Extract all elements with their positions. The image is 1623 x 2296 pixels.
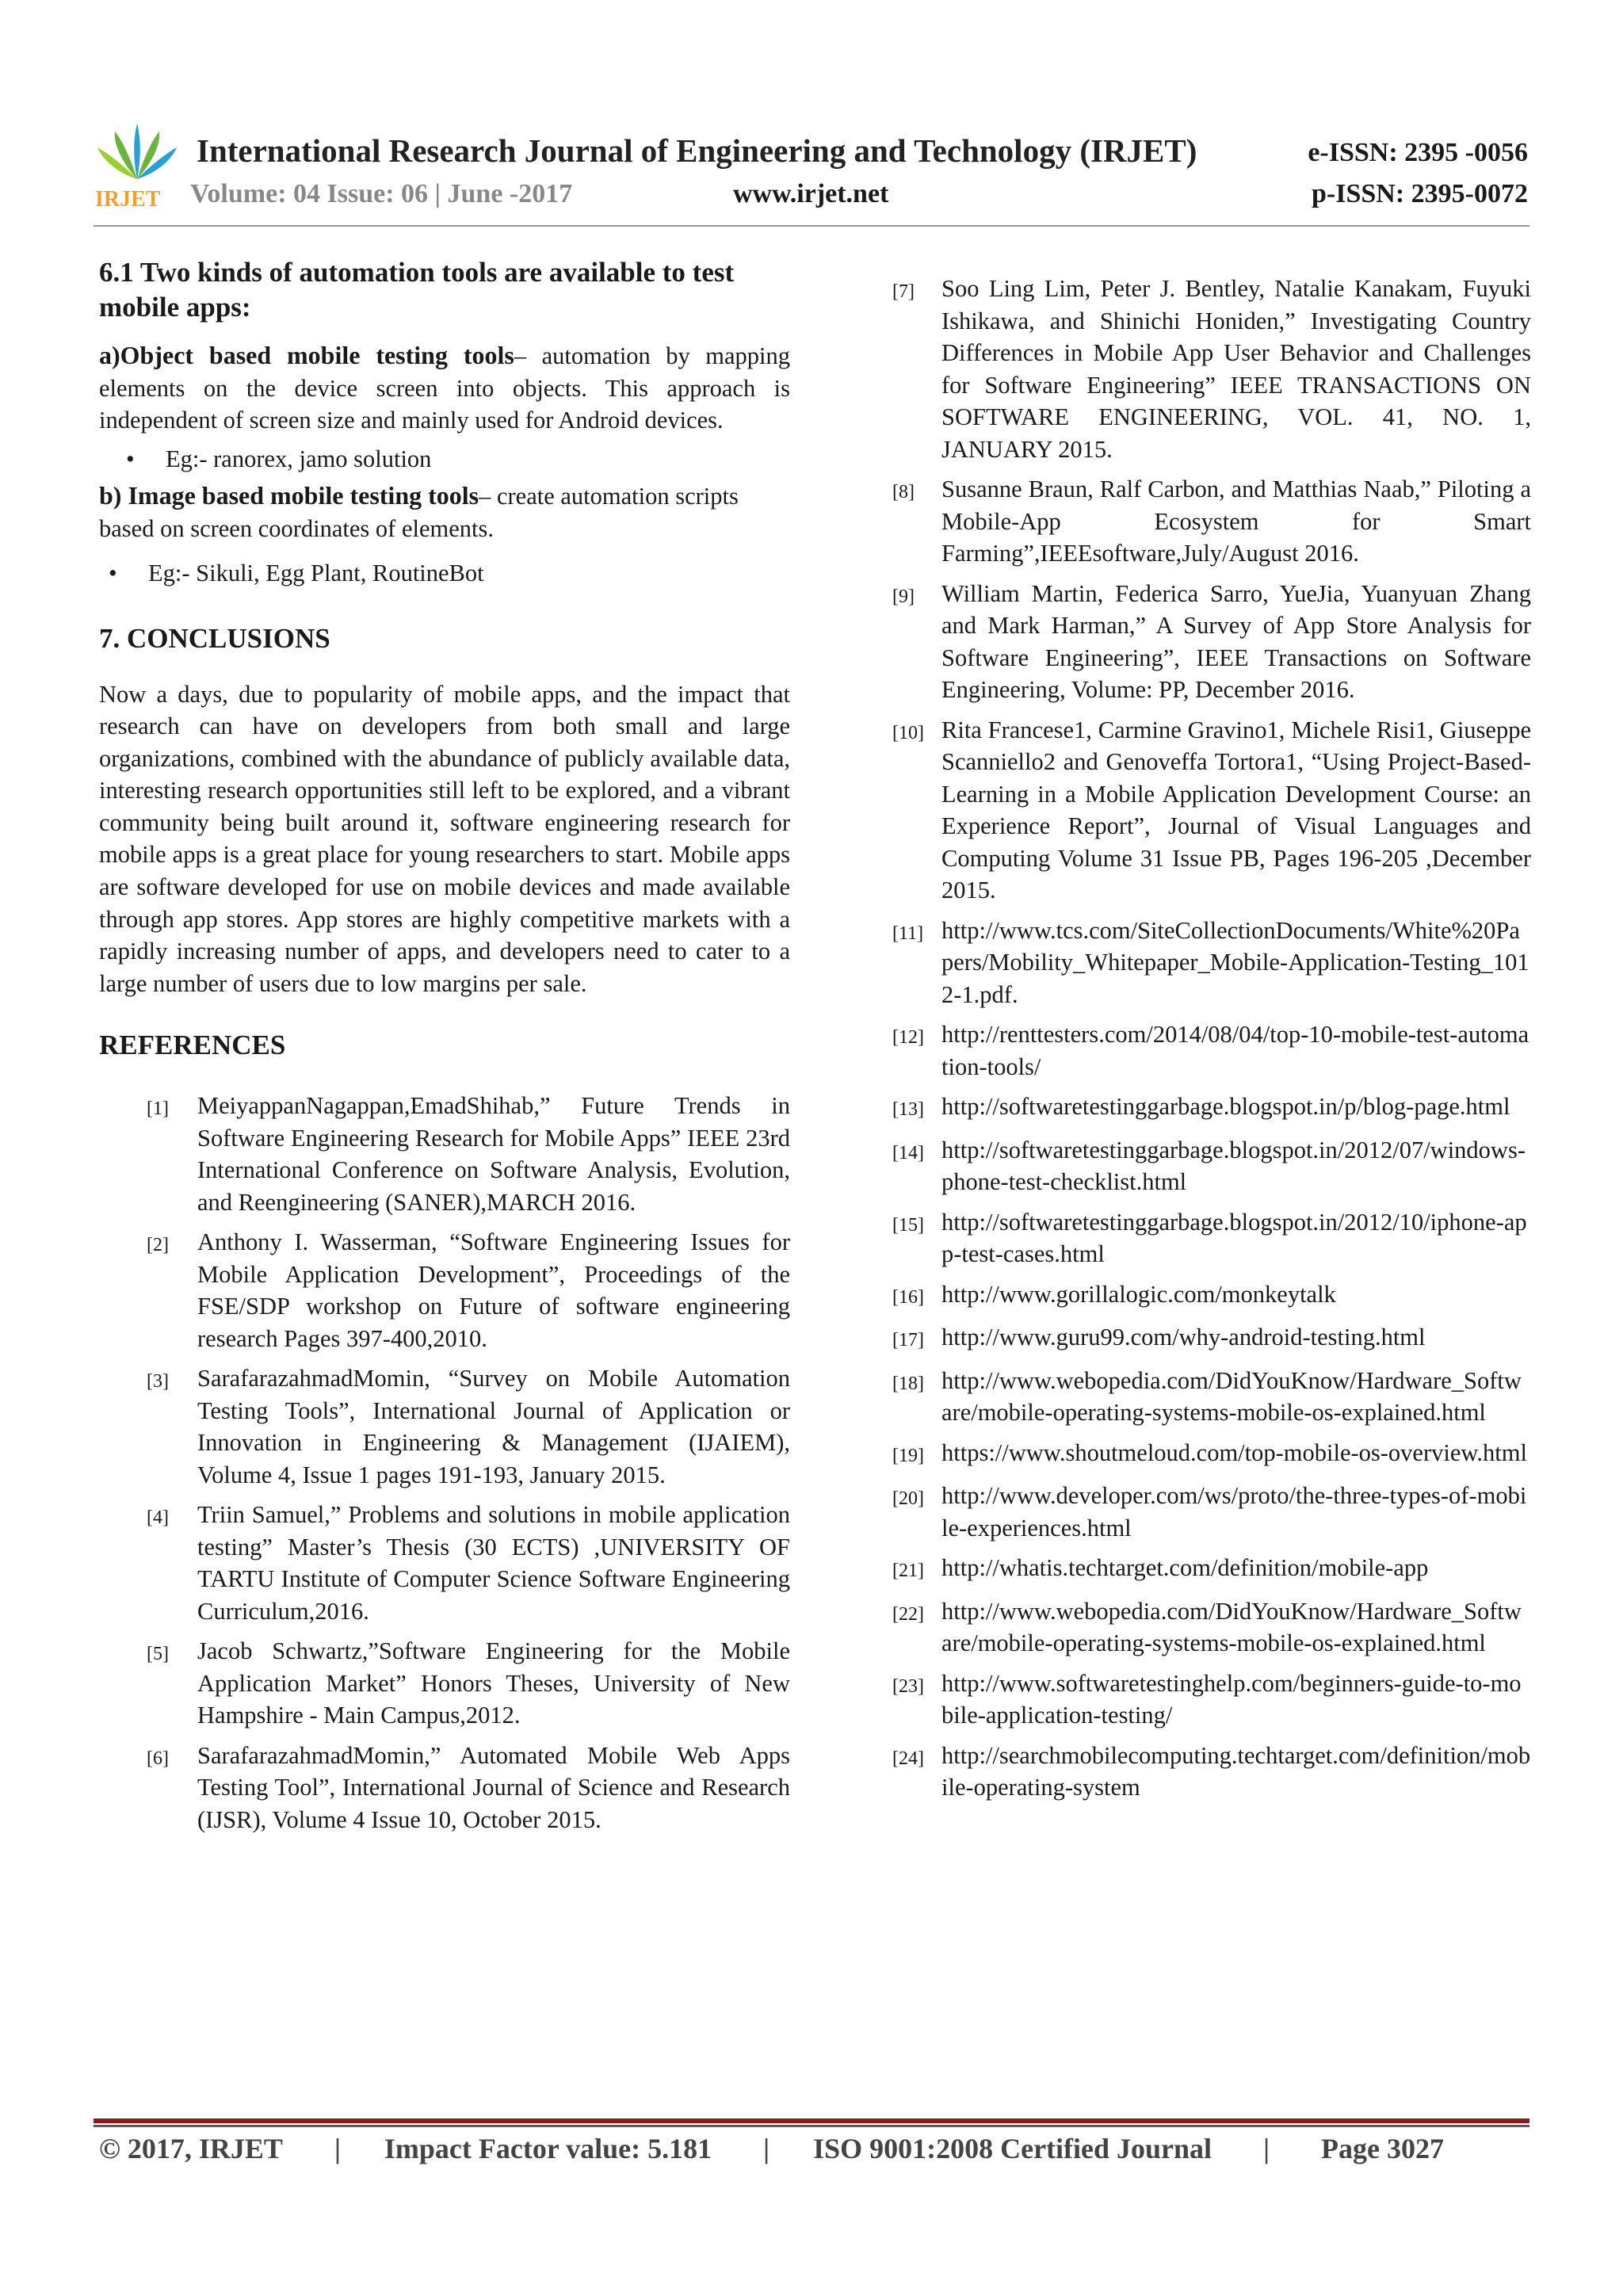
reference-number: [19]	[892, 1445, 924, 1466]
conclusions-body: Now a days, due to popularity of mobile apps, and the impact that research can have on developers from both small and large organizations, combined with the abundance of publicly available data, interesting research opportunities still left to be explored, and a vibrant community being built around it, software engineering research for mobile apps is a great place for young researchers to start. Mobile apps are software developed for use on mobile devices and made available through app stores. App stores are highly competitive markets with a rapidly increasing number of apps, and developers need to cater to a large number of users due to low margins per sale.	[99, 680, 790, 997]
reference-number: [24]	[892, 1748, 924, 1769]
section-6-1-heading: 6.1 Two kinds of automation tools are available to test mobile apps:	[99, 257, 735, 323]
reference-text: Anthony I. Wasserman, “Software Engineering Issues for Mobile Application Development”, Proceedings of the FSE/SDP workshop on Future of software engineering research Pages 397-400,2010.	[197, 1228, 790, 1352]
reference-url[interactable]: http://softwaretestinggarbage.blogspot.in/2012/10/iphone-app-test-cases.html	[941, 1208, 1527, 1267]
footer-impact-factor: Impact Factor value: 5.181	[384, 2133, 712, 2164]
e-issn: e-ISSN: 2395 -0056	[1308, 138, 1528, 167]
reference-text: Rita Francese1, Carmine Gravino1, Michele Risi1, Giuseppe Scanniello2 and Genoveffa Tortora1, “Using Project-Based-Learning in a Mobile Application Development Course: an Experience Report”, Journal of Visual Languages and Computing Volume 31 Issue PB, Pages 196-205 ,December 2015.	[941, 716, 1531, 904]
reference-item	[892, 273, 1531, 465]
reference-text: MeiyappanNagappan,EmadShihab,” Future Trends in Software Engineering Research for Mobile Apps” IEEE 23rd International Conference on Software Analysis, Evolution, and Reengineering (SANER),MARCH 2016.	[197, 1092, 790, 1216]
reference-text: Susanne Braun, Ralf Carbon, and Matthias Naab,” Piloting a Mobile-App Ecosystem for Smart Farming”,IEEEsoftware,July/August 2016.	[941, 476, 1531, 567]
right-reference-list	[892, 273, 1531, 1804]
reference-item[interactable]	[892, 1595, 1531, 1660]
footer-sep: |	[1263, 2133, 1270, 2164]
reference-url[interactable]: http://whatis.techtarget.com/definition/mobile-app	[941, 1554, 1429, 1581]
reference-url[interactable]: http://www.softwaretestinghelp.com/beginners-guide-to-mobile-application-testing/	[941, 1669, 1522, 1729]
reference-number: [16]	[892, 1286, 924, 1308]
footer-copyright: © 2017, IRJET	[99, 2133, 283, 2164]
reference-number: [7]	[892, 281, 915, 302]
image-based-label: b) Image based mobile testing tools	[99, 481, 479, 510]
page-footer	[99, 2132, 1533, 2165]
object-based-example-text: Eg:- ranorex, jamo solution	[166, 445, 432, 472]
footer-sep: |	[763, 2133, 770, 2164]
object-based-label: a)Object based mobile testing tools	[99, 341, 514, 369]
reference-text: Jacob Schwartz,”Software Engineering for the Mobile Application Market” Honors Theses, University of New Hampshire - Main Campus,2012.	[197, 1637, 790, 1729]
left-column	[99, 255, 790, 1843]
reference-number: [21]	[892, 1561, 924, 1581]
reference-item[interactable]	[892, 1740, 1531, 1804]
reference-number: [1]	[147, 1098, 169, 1120]
reference-url[interactable]: http://www.gorillalogic.com/monkeytalk	[941, 1280, 1336, 1308]
website-link[interactable]: www.irjet.net	[733, 179, 889, 208]
image-based-example-text: Eg:- Sikuli, Egg Plant, RoutineBot	[148, 560, 484, 586]
reference-number: [15]	[892, 1214, 924, 1236]
volume-issue: Volume: 04 Issue: 06 | June -2017	[190, 179, 573, 208]
reference-item[interactable]	[892, 1206, 1531, 1270]
reference-number: [11]	[892, 923, 924, 944]
reference-text: Triin Samuel,” Problems and solutions in mobile application testing” Master’s Thesis (30 ECTS) ,UNIVERSITY OF TARTU Institute of Computer Science Software Engineering Curriculum,2016.	[197, 1501, 790, 1625]
reference-item[interactable]	[892, 1134, 1531, 1198]
reference-url[interactable]: http://softwaretestinggarbage.blogspot.in/p/blog-page.html	[941, 1093, 1510, 1120]
reference-item[interactable]	[892, 915, 1531, 1011]
reference-number: [8]	[892, 482, 915, 502]
reference-url[interactable]: http://renttesters.com/2014/08/04/top-10-mobile-test-automation-tools/	[941, 1021, 1529, 1080]
reference-text: Soo Ling Lim, Peter J. Bentley, Natalie Kanakam, Fuyuki Ishikawa, and Shinichi Honiden,” Investigating Country Differences in Mobile App User Behavior and Challenges for Software Engineering” IEEE TRANSACTIONS ON SOFTWARE ENGINEERING, VOL. 41, NO. 1, JANUARY 2015.	[941, 275, 1531, 463]
reference-item	[892, 473, 1531, 570]
footer-page-number: Page 3027	[1321, 2133, 1444, 2164]
conclusions-heading: 7. CONCLUSIONS	[99, 622, 330, 654]
p-issn: p-ISSN: 2395-0072	[1312, 179, 1528, 208]
reference-item	[147, 1362, 790, 1491]
right-column	[892, 273, 1531, 1812]
reference-item[interactable]	[892, 1552, 1531, 1587]
object-based-example: • Eg:- ranorex, jamo solution	[126, 445, 432, 472]
reference-url[interactable]: http://www.tcs.com/SiteCollectionDocuments/White%20Papers/Mobility_Whitepaper_Mobile-Application-Testing_1012-1.pdf.	[941, 916, 1529, 1008]
object-based-paragraph	[99, 339, 790, 437]
footer-divider	[94, 2118, 1529, 2123]
footer-divider-thin	[94, 2125, 1529, 2127]
reference-number: [14]	[892, 1142, 924, 1163]
reference-number: [2]	[147, 1235, 169, 1256]
irjet-logo	[94, 117, 181, 211]
reference-number: [20]	[892, 1488, 924, 1509]
reference-url[interactable]: http://www.developer.com/ws/proto/the-three-types-of-mobile-experiences.html	[941, 1482, 1527, 1541]
reference-item	[147, 1090, 790, 1218]
reference-item[interactable]	[892, 1091, 1531, 1126]
references-heading: REFERENCES	[99, 1030, 286, 1061]
reference-url[interactable]: http://www.webopedia.com/DidYouKnow/Hardware_Software/mobile-operating-systems-mobile-os-explained.html	[941, 1366, 1522, 1426]
reference-number: [22]	[892, 1603, 924, 1625]
reference-text: William Martin, Federica Sarro, YueJia, Yuanyuan Zhang and Mark Harman,” A Survey of App Store Analysis for Software Engineering”, IEEE Transactions on Software Engineering, Volume: PP, December 2016.	[941, 579, 1531, 703]
reference-item[interactable]	[892, 1018, 1531, 1083]
reference-text: SarafarazahmadMomin,” Automated Mobile Web Apps Testing Tool”, International Journal of Science and Research (IJSR), Volume 4 Issue 10, October 2015.	[197, 1741, 790, 1833]
reference-number: [17]	[892, 1330, 924, 1350]
left-reference-list	[99, 1090, 790, 1836]
reference-number: [23]	[892, 1675, 924, 1697]
reference-number: [10]	[892, 722, 924, 743]
reference-number: [12]	[892, 1027, 924, 1048]
logo-text: IRJET	[95, 187, 161, 211]
reference-url[interactable]: https://www.shoutmeloud.com/top-mobile-os-overview.html	[941, 1438, 1527, 1466]
footer-sep: |	[334, 2133, 341, 2164]
footer-iso: ISO 9001:2008 Certified Journal	[813, 2133, 1212, 2164]
image-based-text: – create automation scripts based on screen coordinates of elements.	[99, 483, 739, 542]
reference-text: SarafarazahmadMomin, “Survey on Mobile Automation Testing Tools”, International Journal of Application or Innovation in Engineering & Management (IJAIEM), Volume 4, Issue 1 pages 191-193, January 2015.	[197, 1365, 790, 1488]
reference-number: [5]	[147, 1644, 169, 1665]
reference-item[interactable]	[892, 1365, 1531, 1429]
reference-item	[147, 1499, 790, 1627]
reference-item	[892, 578, 1531, 706]
object-based-text: – automation by mapping elements on the device screen into objects. This approach is independent of screen size and mainly used for Android devices.	[99, 342, 790, 434]
reference-item	[892, 714, 1531, 907]
reference-url[interactable]: http://softwaretestinggarbage.blogspot.in/2012/07/windows-phone-test-checklist.html	[941, 1136, 1526, 1195]
reference-item	[147, 1635, 790, 1732]
reference-url[interactable]: http://www.webopedia.com/DidYouKnow/Hardware_Software/mobile-operating-systems-mobile-os-explained.html	[941, 1597, 1522, 1656]
reference-url[interactable]: http://www.guru99.com/why-android-testing.html	[941, 1324, 1426, 1350]
reference-item	[147, 1740, 790, 1836]
reference-number: [6]	[147, 1748, 169, 1769]
reference-item	[147, 1226, 790, 1354]
reference-item[interactable]	[892, 1321, 1531, 1357]
header-divider	[94, 225, 1529, 227]
image-based-paragraph	[99, 479, 790, 544]
reference-item[interactable]	[892, 1668, 1531, 1732]
reference-url[interactable]: http://searchmobilecomputing.techtarget.com/definition/mobile-operating-system	[941, 1741, 1531, 1801]
reference-number: [4]	[147, 1507, 169, 1529]
reference-item[interactable]	[892, 1278, 1531, 1314]
reference-item[interactable]	[892, 1437, 1531, 1473]
reference-number: [13]	[892, 1099, 924, 1120]
image-based-example: • Eg:- Sikuli, Egg Plant, RoutineBot	[109, 560, 484, 586]
reference-number: [9]	[892, 586, 915, 607]
reference-item[interactable]	[892, 1480, 1531, 1544]
reference-number: [18]	[892, 1373, 924, 1394]
reference-number: [3]	[147, 1371, 169, 1392]
journal-title: International Research Journal of Engineering and Technology (IRJET)	[197, 132, 1197, 169]
